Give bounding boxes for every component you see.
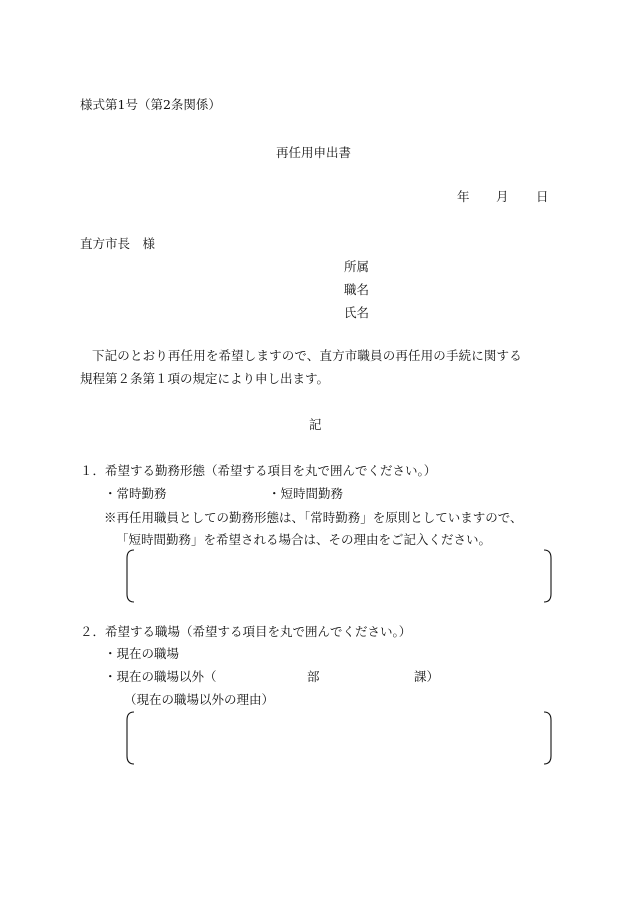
other-workplace-reason-label: （現在の職場以外の理由） — [124, 692, 275, 707]
option-other-workplace: ・現在の職場以外（ — [104, 669, 217, 684]
option-current-workplace: ・現在の職場 — [104, 646, 180, 661]
option-short-time: ・短時間勤務 — [268, 486, 344, 501]
form-number: 様式第1号（第2条関係） — [80, 97, 221, 112]
position-label: 職名 — [344, 282, 370, 297]
section-1-note-line-2: 「短時間勤務」を希望される場合は、その理由をご記入ください。 — [116, 532, 492, 547]
name-label: 氏名 — [344, 305, 370, 320]
section-1-note-line-1: ※再任用職員としての勤務形態は、「常時勤務」を原則としていますので、 — [104, 510, 523, 525]
body-text-line-2: 規程第２条第１項の規定により申し出ます。 — [80, 371, 330, 386]
ki-label: 記 — [309, 417, 322, 432]
date-month-label: 月 — [496, 189, 509, 204]
option-full-time: ・常時勤務 — [104, 486, 167, 501]
other-workplace-reason-bracket[interactable] — [124, 711, 554, 765]
document-title: 再任用申出書 — [276, 145, 352, 160]
section-1-heading: １．希望する勤務形態（希望する項目を丸で囲んでください。） — [80, 463, 437, 478]
addressee: 直方市長 様 — [80, 236, 156, 251]
date-day-label: 日 — [536, 189, 549, 204]
section-2-heading: ２．希望する職場（希望する項目を丸で囲んでください。） — [80, 624, 412, 639]
body-text-line-1: 下記のとおり再任用を希望しますので、直方市職員の再任用の手続に関する — [92, 348, 522, 363]
date-year-label: 年 — [457, 189, 470, 204]
department-label: 部 — [307, 669, 320, 684]
short-time-reason-bracket[interactable] — [124, 549, 554, 603]
affiliation-label: 所属 — [344, 259, 370, 274]
section-label: 課） — [414, 669, 440, 684]
